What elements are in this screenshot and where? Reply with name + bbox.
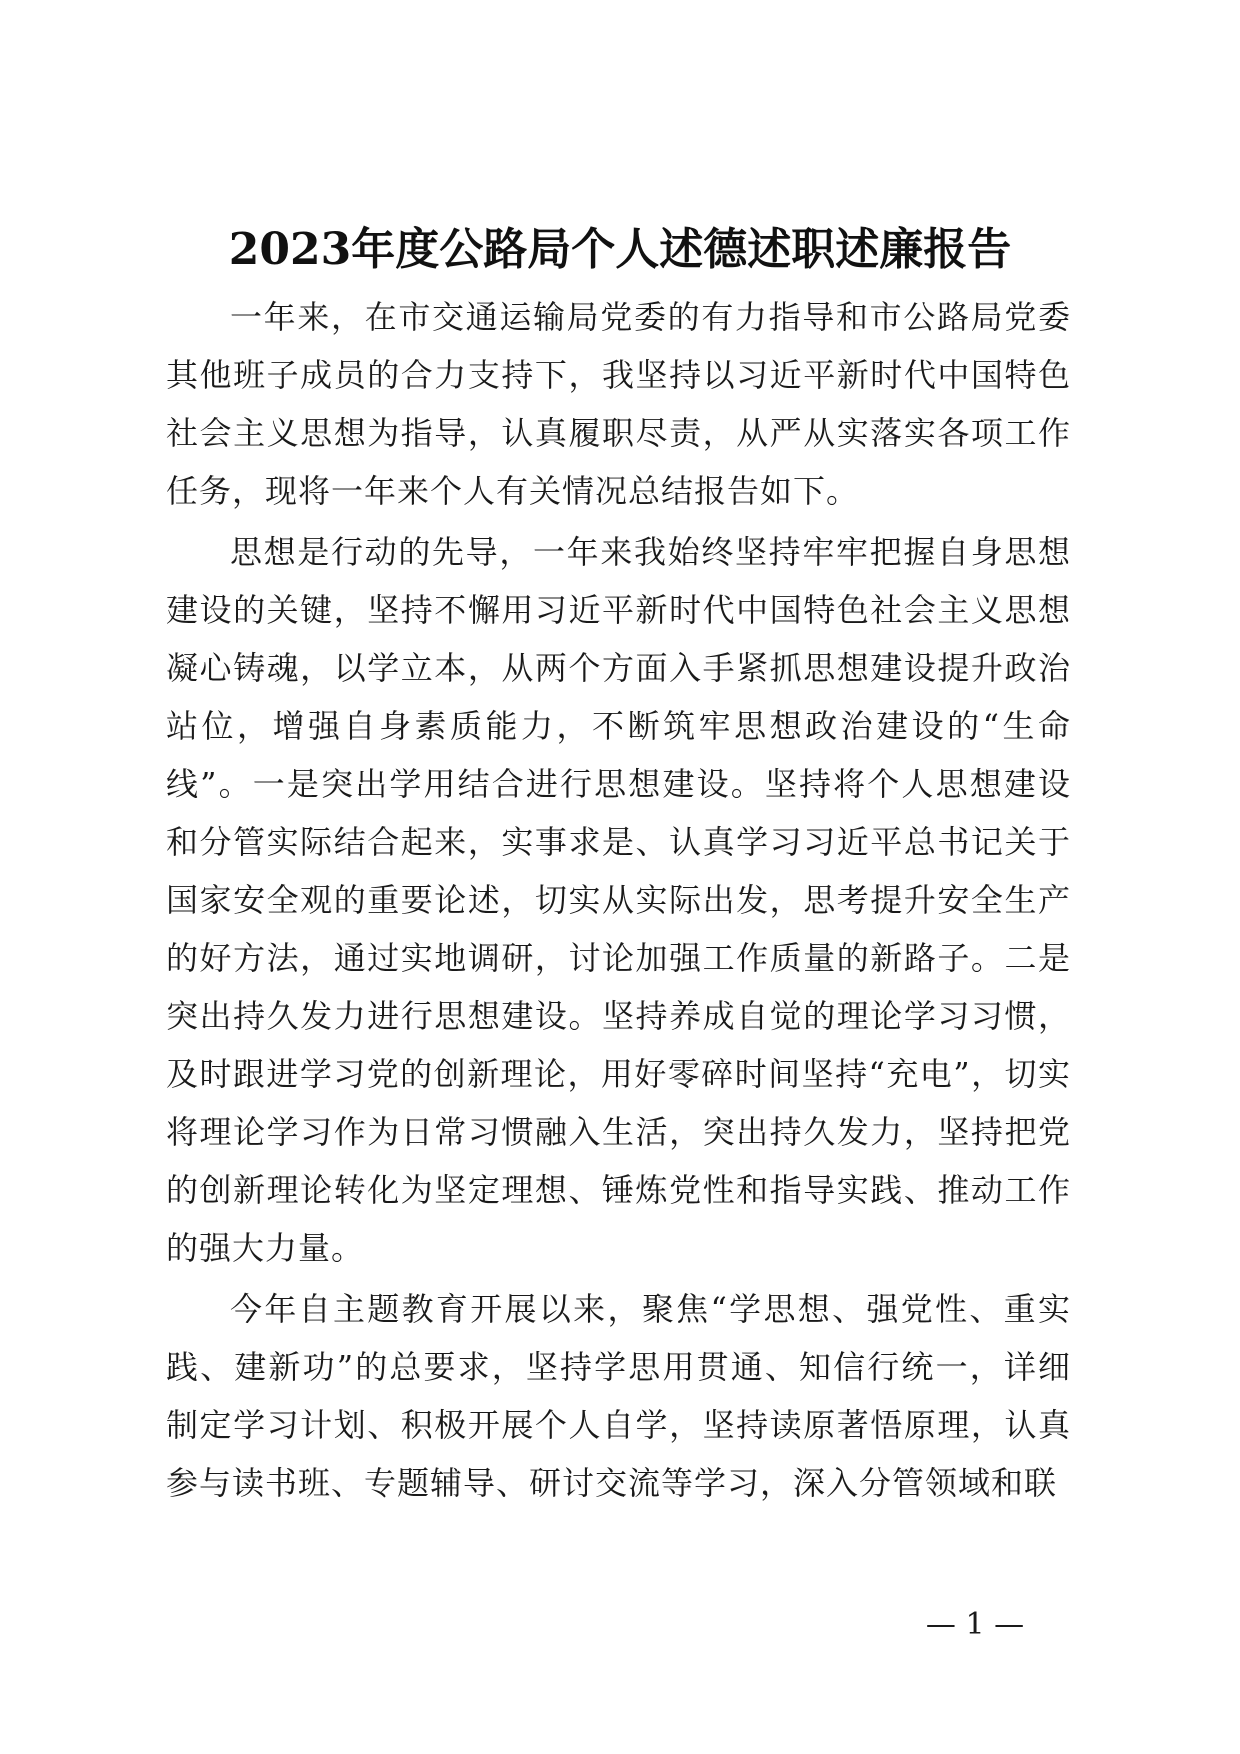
document-title: 2023年度公路局个人述德述职述廉报告 (228, 224, 1012, 275)
document-body (166, 288, 1071, 1515)
page-number: — 1 — (925, 1607, 1025, 1642)
paragraph-ideological-building: 思想是行动的先导，一年来我始终坚持牢牢把握自身思想建设的关键，坚持不懈用习近平新时代中国特色社会主义思想凝心铸魂，以学立本，从两个方面入手紧抓思想建设提升政治站位，增强自身素质能力，不断筑牢思想政治建设的“生命线”。一是突出学用结合进行思想建设。坚持将个人思想建设和分管实际结合起来，实事求是、认真学习习近平总书记关于国家安全观的重要论述，切实从实际出发，思考提升安全生产的好方法，通过实地调研，讨论加强工作质量的新路子。二是突出持久发力进行思想建设。坚持养成自觉的理论学习习惯，及时跟进学习党的创新理论，用好零碎时间坚持“充电”，切实将理论学习作为日常习惯融入生活，突出持久发力，坚持把党的创新理论转化为坚定理想、锤炼党性和指导实践、推动工作的强大力量。 (166, 533, 1071, 1267)
paragraph-intro: 一年来，在市交通运输局党委的有力指导和市公路局党委其他班子成员的合力支持下，我坚持以习近平新时代中国特色社会主义思想为指导，认真履职尽责，从严从实落实各项工作任务，现将一年来个人有关情况总结报告如下。 (166, 298, 1071, 510)
paragraph-theme-education: 今年自主题教育开展以来，聚焦“学思想、强党性、重实践、建新功”的总要求，坚持学思用贯通、知信行统一，详细制定学习计划、积极开展个人自学，坚持读原著悟原理，认真参与读书班、专题辅导、研讨交流等学习，深入分管领域和联 (166, 1290, 1071, 1502)
